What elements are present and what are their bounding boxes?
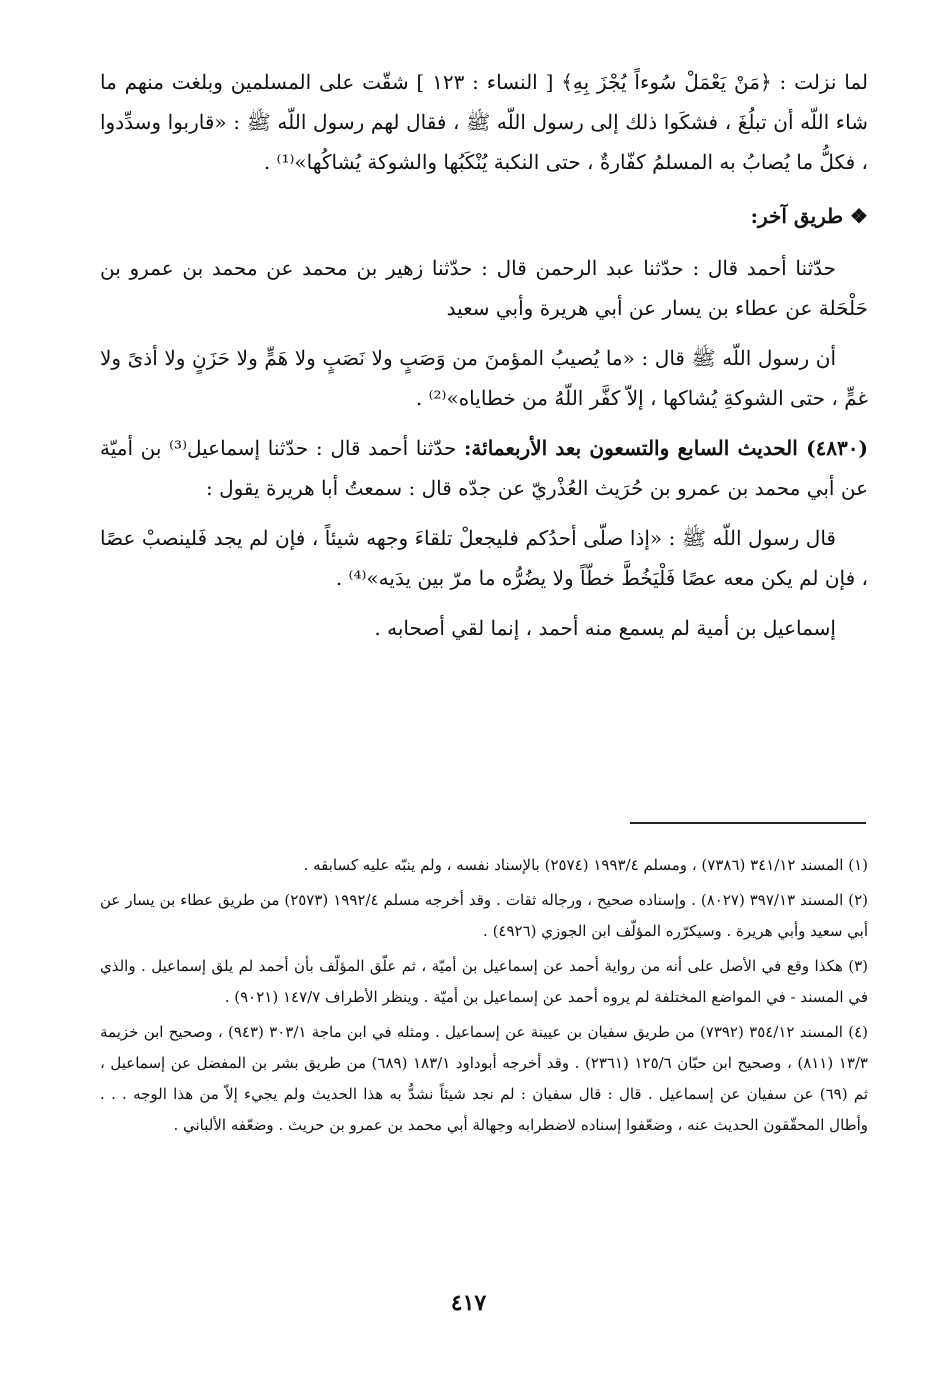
main-text bbox=[100, 62, 868, 658]
footnote: (٢) المسند ٣٩٧/١٣ (٨٠٢٧) . وإسناده صحيح ، ورجاله ثقات . وقد أخرجه مسلم ١٩٩٢/٤ (٢٥٧٣) من طريق عطاء بن يسار عن أبي سعيد وأبي هريرة . وسيكرّره المؤلّف ابن الجوزي (٤٩٢٦) . bbox=[100, 891, 868, 940]
hadith-matn: قال رسول اللّه ﷺ : «إذا صلّى أحدُكم فليجعلْ تلقاءَ وجهه شيئاً ، فإن لم يجد فَلينصبْ عصًا ، فإن لم يكن معه عصًا فَلْيَخُطَّ خطّاً ولا يضُرُّه ما مرّ بين يدَيه»⁽⁴⁾ . bbox=[100, 526, 868, 590]
page-number: ٤١٧ bbox=[450, 1290, 487, 1316]
hadith-paragraph bbox=[100, 428, 868, 508]
footnotes bbox=[100, 850, 868, 1145]
isnad-paragraph: حدّثنا أحمد قال : حدّثنا عبد الرحمن قال : حدّثنا زهير بن محمد عن محمد بن عمرو بن حَلْحَلة عن عطاء بن يسار عن أبي هريرة وأبي سعيد bbox=[100, 256, 868, 320]
author-comment: إسماعيل بن أمية لم يسمع منه أحمد ، إنما لقي أصحابه . bbox=[374, 616, 836, 640]
opening-paragraph: لما نزلت : ﴿مَنْ يَعْمَلْ سُوءاً يُجْزَ بِهِ﴾ [ النساء : ١٢٣ ] شقّت على المسلمين وبلغت منهم ما شاء اللّه أن تبلُغَ ، فشكَوا ذلك إلى رسول اللّه ﷺ ، فقال لهم رسول اللّه ﷺ : «قاربوا وسدِّدوا ، فكلُّ ما يُصابُ به المسلمُ كفّارةٌ ، حتى النكبة يُنْكَبُها والشوكة يُشاكُها»⁽¹⁾ . bbox=[100, 70, 868, 174]
footnote: (٣) هكذا وقع في الأصل على أنه من رواية أحمد عن إسماعيل بن أميّة ، ثم علّق المؤلّف بأن أحمد لم يلق إسماعيل . والذي في المسند - في المواضع المختلفة لم يروه أحمد عن إسماعيل بن أميّة . وينظر الأطراف ١٤٧/٧ (٩٠٢١) . bbox=[100, 957, 868, 1006]
footnote: (٤) المسند ٣٥٤/١٢ (٧٣٩٢) من طريق سفيان بن عيينة عن إسماعيل . ومثله في ابن ماجة ٣٠٣/١ (٩٤٣) ، وصحيح ابن خزيمة ١٣/٣ (٨١١) ، وصحيح ابن حبّان ١٢٥/٦ (٢٣٦١) . وقد أخرجه أبوداود ١٨٣/١ (٦٨٩) من طريق بشر بن المفضل عن إسماعيل ، ثم (٦٩) عن سفيان عن إسماعيل . قال : قال سفيان : لم نجد شيئاً نشدُّ به هذا الحديث ولم يجيء إلاّ من هذا الوجه . . . وأطال المحقّقون الحديث عنه ، وضعّفوا إسناده لاضطرابه وجهالة أبي محمد بن عمرو بن حريث . وضعّفه الألباني . bbox=[100, 1023, 869, 1134]
matn-paragraph: أن رسول اللّه ﷺ قال : «ما يُصيبُ المؤمنَ من وَصَبٍ ولا نَصَبٍ ولا هَمٍّ ولا حَزَنٍ ولا أذىً ولا غمٍّ ، حتى الشوكةِ يُشاكها ، إلاّ كفَّر اللّهُ من خطاياه»⁽²⁾ . bbox=[100, 346, 868, 410]
hadith-title: (٤٨٣٠) الحديث السابع والتسعون بعد الأربعمائة: bbox=[464, 436, 868, 460]
hadith-isnad: حدّثنا أحمد قال : حدّثنا إسماعيل⁽³⁾ بن أميّة عن أبي محمد بن عمرو بن حُرَيث العُذْريّ عن جدّه قال : سمعتُ أبا هريرة يقول : bbox=[100, 436, 868, 500]
footnote-divider bbox=[630, 822, 866, 824]
section-heading: ❖ طريق آخر: bbox=[750, 204, 868, 228]
footnote: (١) المسند ٣٤١/١٢ (٧٣٨٦) ، ومسلم ١٩٩٣/٤ (٢٥٧٤) بالإسناد نفسه ، ولم ينبّه عليه كسابقه . bbox=[303, 856, 868, 874]
